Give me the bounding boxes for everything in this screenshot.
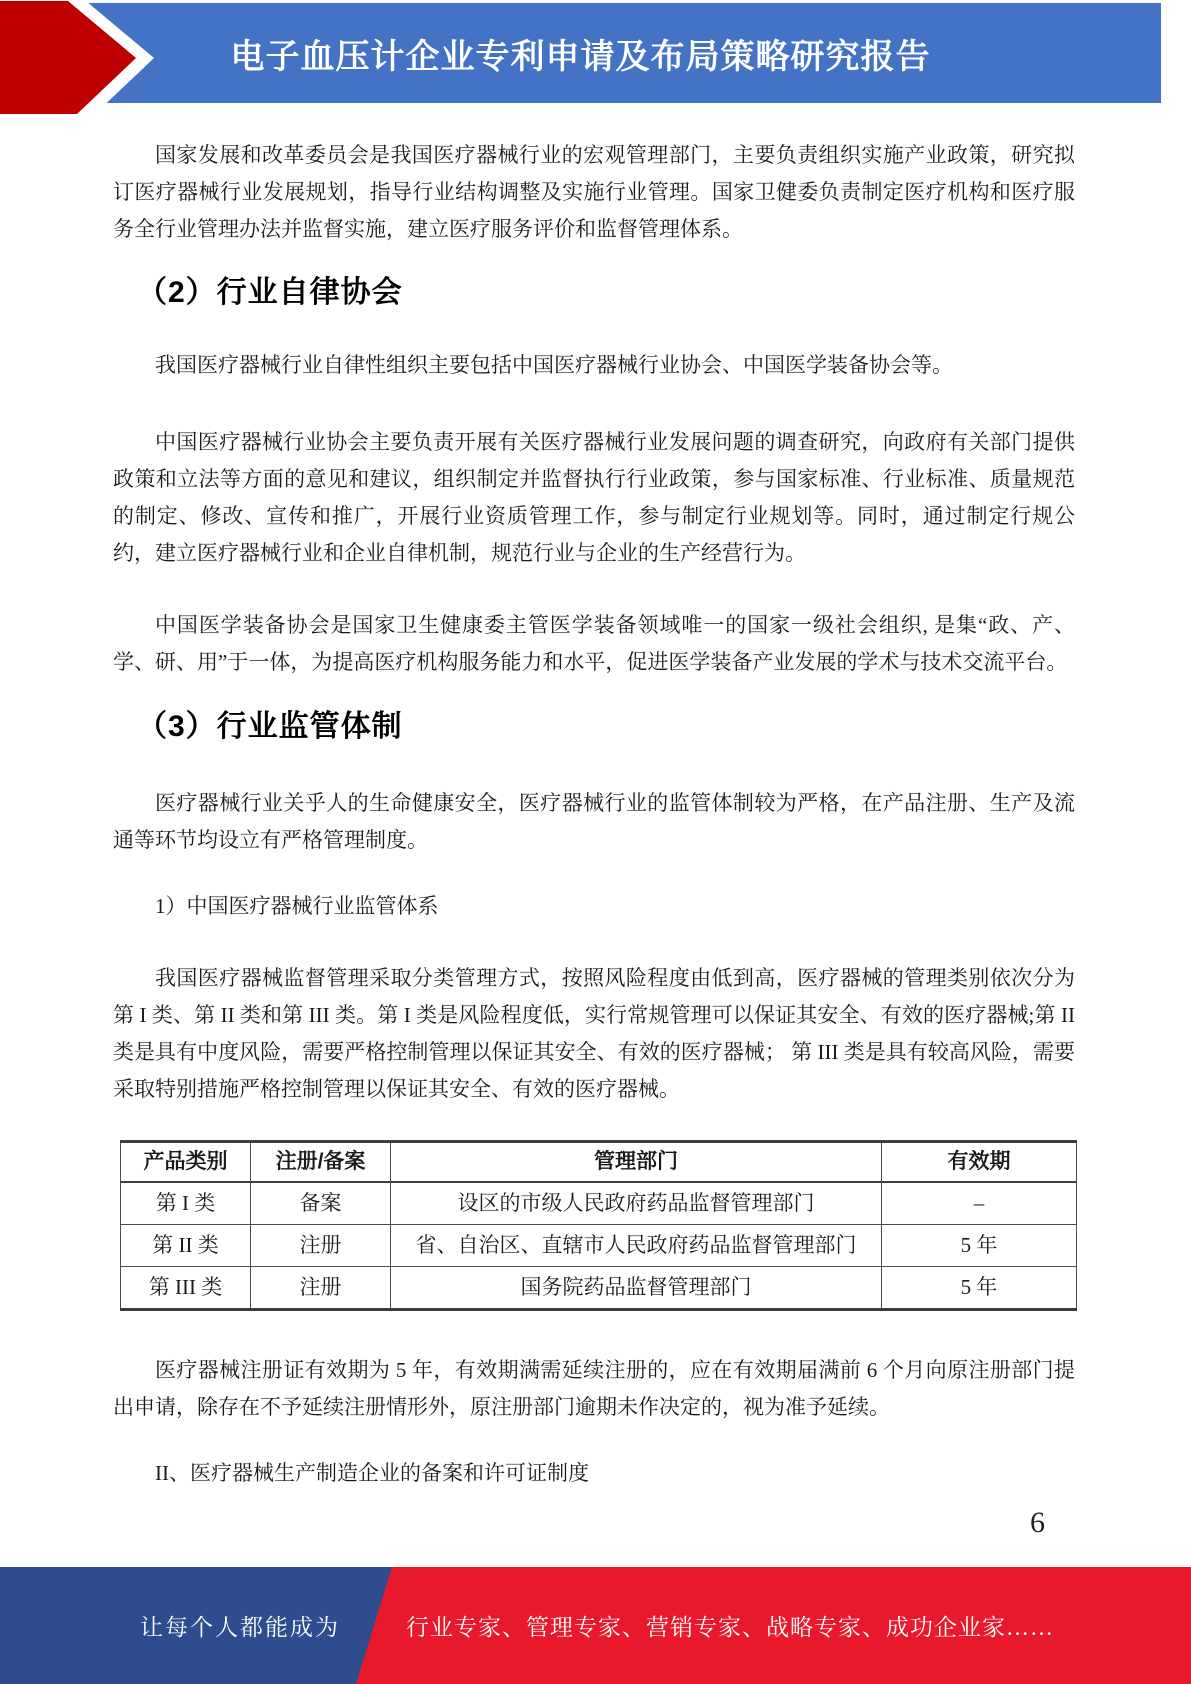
page-footer bbox=[0, 1567, 1191, 1684]
cell-category: 第 III 类 bbox=[121, 1267, 251, 1310]
paragraph-device-association: 中国医疗器械行业协会主要负责开展有关医疗器械行业发展问题的调查研究，向政府有关部门提供政策和立法等方面的意见和建议，组织制定并监督执行行业政策，参与国家标准、行业标准、质量规范的制定、修改、宣传和推广，开展行业资质管理工作，参与制定行业规划等。同时，通过制定行规公约，建立医疗器械行业和企业自律机制，规范行业与企业的生产经营行为。 bbox=[113, 430, 1075, 565]
col-header-validity: 有效期 bbox=[882, 1142, 1077, 1183]
paragraph-registration-validity: 医疗器械注册证有效期为 5 年，有效期满需延续注册的，应在有效期届满前 6 个月向原注册部门提出申请，除存在不予延续注册情形外，原注册部门逾期未作决定的，视为准予延续。 bbox=[113, 1358, 1075, 1419]
cell-authority: 国务院药品监督管理部门 bbox=[391, 1267, 882, 1310]
paragraph-macro-management: 国家发展和改革委员会是我国医疗器械行业的宏观管理部门，主要负责组织实施产业政策，研究拟订医疗器械行业发展规划，指导行业结构调整及实施行业管理。国家卫健委负责制定医疗机构和医疗服务全行业管理办法并监督实施，建立医疗服务评价和监督管理体系。 bbox=[113, 143, 1075, 241]
footer-slogan-right: 行业专家、管理专家、营销专家、战略专家、成功企业家…… bbox=[406, 1615, 1054, 1640]
table-header-row bbox=[121, 1142, 1077, 1183]
document-body bbox=[113, 103, 1075, 1492]
paragraph-classification: 我国医疗器械监督管理采取分类管理方式，按照风险程度由低到高，医疗器械的管理类别依次分为第 I 类、第 II 类和第 III 类。第 I 类是风险程度低，实行常规管理可以保证其安全、有效的医疗器械;第 II 类是具有中度风险，需要严格控制管理以保证其安全、有效的医疗器械； 第 III 类是具有较高风险，需要采取特别措施严格控制管理以保证其安全、有效的医疗器械。 bbox=[113, 966, 1075, 1101]
cell-category: 第 I 类 bbox=[121, 1182, 251, 1225]
cell-registration: 备案 bbox=[251, 1182, 391, 1225]
regulation-table bbox=[120, 1140, 1077, 1311]
report-title: 电子血压计企业专利申请及布局策略研究报告 bbox=[230, 37, 931, 76]
cell-validity: 5 年 bbox=[882, 1267, 1077, 1310]
table-row bbox=[121, 1267, 1077, 1310]
subheading-licensing-system: II、医疗器械生产制造企业的备案和许可证制度 bbox=[155, 1461, 589, 1485]
col-header-product-category: 产品类别 bbox=[121, 1142, 251, 1183]
col-header-registration: 注册/备案 bbox=[251, 1142, 391, 1183]
paragraph-supervision-strict: 医疗器械行业关乎人的生命健康安全，医疗器械行业的监管体制较为严格，在产品注册、生产及流通等环节均设立有严格管理制度。 bbox=[113, 791, 1075, 852]
cell-category: 第 II 类 bbox=[121, 1225, 251, 1267]
heading-supervision-system: （3）行业监管体制 bbox=[137, 710, 403, 743]
red-arrow-icon bbox=[0, 1, 170, 114]
col-header-authority: 管理部门 bbox=[391, 1142, 882, 1183]
cell-authority: 省、自治区、直辖市人民政府药品监督管理部门 bbox=[391, 1225, 882, 1267]
cell-validity: 5 年 bbox=[882, 1225, 1077, 1267]
cell-validity: – bbox=[882, 1182, 1077, 1225]
paragraph-self-reg-orgs: 我国医疗器械行业自律性组织主要包括中国医疗器械行业协会、中国医学装备协会等。 bbox=[155, 353, 953, 377]
page-number: 6 bbox=[1030, 1506, 1045, 1539]
footer-slogan-left: 让每个人都能成为 bbox=[140, 1615, 340, 1640]
subheading-regulatory-system: 1）中国医疗器械行业监管体系 bbox=[155, 894, 439, 918]
heading-self-regulation: （2）行业自律协会 bbox=[137, 276, 403, 309]
table-row bbox=[121, 1182, 1077, 1225]
table-row bbox=[121, 1225, 1077, 1267]
cell-authority: 设区的市级人民政府药品监督管理部门 bbox=[391, 1182, 882, 1225]
cell-registration: 注册 bbox=[251, 1267, 391, 1310]
paragraph-medical-equipment-association: 中国医学装备协会是国家卫生健康委主管医学装备领域唯一的国家一级社会组织, 是集“政、产、学、研、用”于一体，为提高医疗机构服务能力和水平，促进医学装备产业发展的学术与技术交流平台。 bbox=[113, 613, 1075, 674]
page-header-banner bbox=[0, 3, 1161, 103]
cell-registration: 注册 bbox=[251, 1225, 391, 1267]
